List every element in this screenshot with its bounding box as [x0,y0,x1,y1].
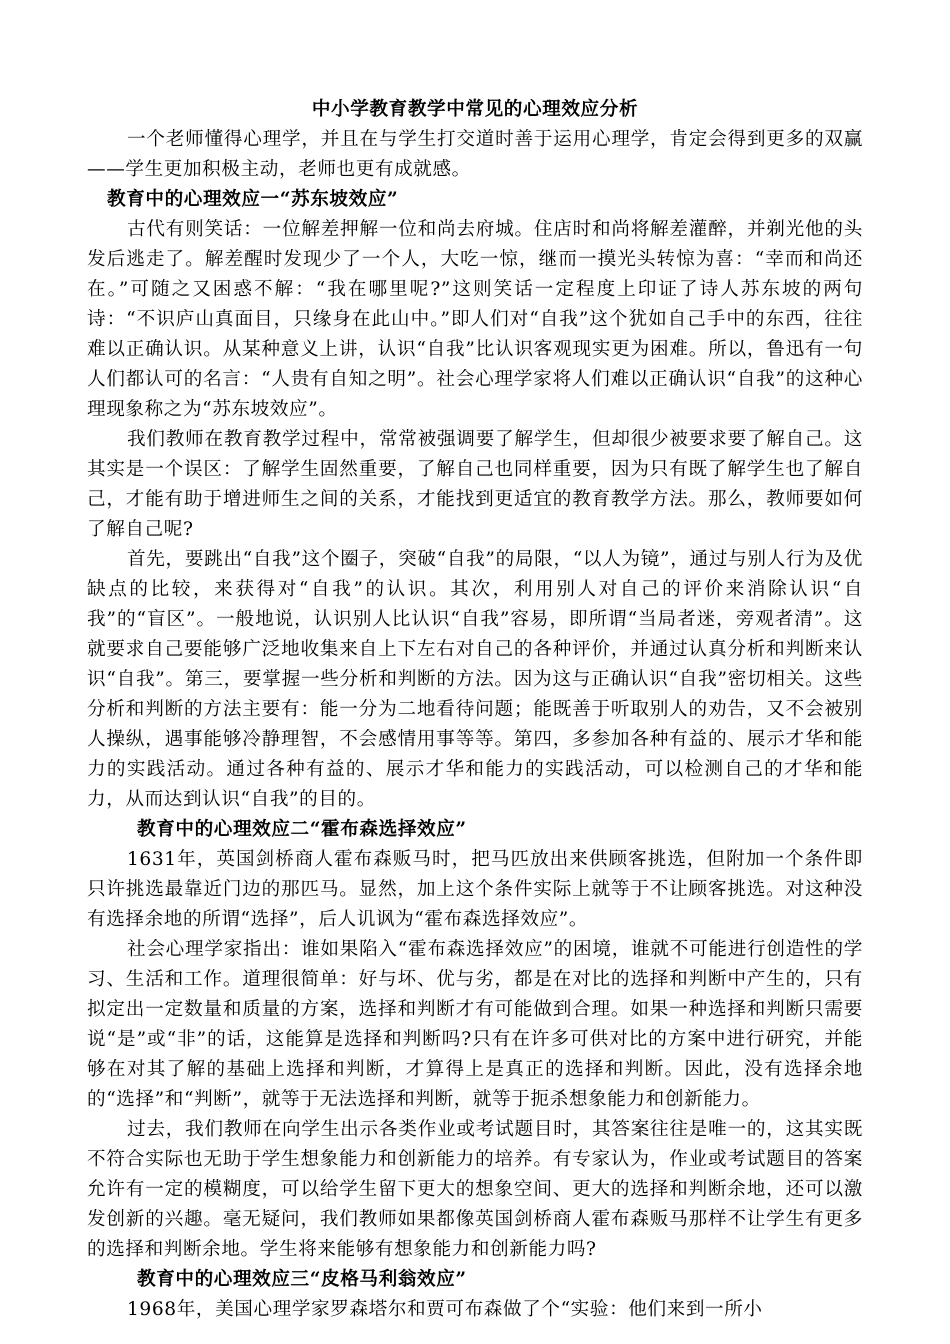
section-heading-3: 教育中的心理效应三“皮格马利翁效应” [137,1269,467,1290]
paragraph: 1631年，英国剑桥商人霍布森贩马时，把马匹放出来供顾客挑选，但附加一个条件即只许挑选最靠近门边的那匹马。显然，加上这个条件实际上就等于不让顾客挑选。对这种没有选择余地的所谓“选择”，后人讥讽为“霍布森选择效应”。 [87,849,863,930]
document-title: 中小学教育教学中常见的心理效应分析 [311,99,639,120]
paragraph: 我们教师在教育教学过程中，常常被强调要了解学生，但却很少被要求要了解自己。这其实是一个误区：了解学生固然重要，了解自己也同样重要，因为只有既了解学生也了解自己，才能有助于增进师生之间的关系，才能找到更适宜的教育教学方法。那么，教师要如何了解自己呢? [87,429,863,540]
paragraph: 首先，要跳出“自我”这个圈子，突破“自我”的局限，“以人为镜”，通过与别人行为及优缺点的比较，来获得对“自我”的认识。其次，利用别人对自己的评价来消除认识“自我”的“盲区”。一般地说，认识别人比认识“自我”容易，即所谓“当局者迷，旁观者清”。这就要求自己要能够广泛地收集来自上下左右对自己的各种评价，并通过认真分析和判断来认识“自我”。第三，要掌握一些分析和判断的方法。因为这与正确认识“自我”密切相关。这些分析和判断的方法主要有：能一分为二地看待问题；能既善于听取别人的劝告，又不会被别人操纵，遇事能够冷静理智，不会感情用事等等。第四，多参加各种有益的、展示才华和能力的实践活动。通过各种有益的、展示才华和能力的实践活动，可以检测自己的才华和能力，从而达到认识“自我”的目的。 [87,549,863,810]
paragraph: 1968年，美国心理学家罗森塔尔和贾可布森做了个“实验：他们来到一所小 [126,1299,763,1320]
section-heading-1: 教育中的心理效应一“苏东坡效应” [107,189,399,210]
section-heading-2: 教育中的心理效应二“霍布森选择效应” [137,819,467,840]
document-body [87,95,863,1325]
paragraph: 过去，我们教师在向学生出示各类作业或考试题目时，其答案往往是唯一的，这其实既不符合实际也无助于学生想象能力和创新能力的培养。有专家认为，作业或考试题目的答案允许有一定的模糊度，可以给学生留下更大的想象空间、更大的选择和判断余地，还可以激发创新的兴趣。毫无疑问，我们教师如果都像英国剑桥商人霍布森贩马那样不让学生有更多的选择和判断余地。学生将来能够有想象能力和创新能力吗? [87,1119,863,1260]
intro-paragraph: 一个老师懂得心理学，并且在与学生打交道时善于运用心理学，肯定会得到更多的双赢——学生更加积极主动，老师也更有成就感。 [87,129,863,180]
paragraph: 古代有则笑话：一位解差押解一位和尚去府城。住店时和尚将解差灌醉，并剃光他的头发后逃走了。解差醒时发现少了一个人，大吃一惊，继而一摸光头转惊为喜：“幸而和尚还在。”可随之又困惑不解：“我在哪里呢?”这则笑话一定程度上印证了诗人苏东坡的两句诗：“不识庐山真面目，只缘身在此山中。”即人们对“自我”这个犹如自己手中的东西，往往难以正确认识。从某种意义上讲，认识“自我”比认识客观现实更为困难。所以，鲁迅有一句人们都认可的名言：“人贵有自知之明”。社会心理学家将人们难以正确认识“自我”的这种心理现象称之为“苏东坡效应”。 [87,219,863,420]
paragraph: 社会心理学家指出：谁如果陷入“霍布森选择效应”的困境，谁就不可能进行创造性的学习、生活和工作。道理很简单：好与坏、优与劣，都是在对比的选择和判断中产生的，只有拟定出一定数量和质量的方案，选择和判断才有可能做到合理。如果一种选择和判断只需要说“是”或“非”的话，这能算是选择和判断吗?只有在许多可供对比的方案中进行研究，并能够在对其了解的基础上选择和判断，才算得上是真正的选择和判断。因此，没有选择余地的“选择”和“判断”，就等于无法选择和判断，就等于扼杀想象能力和创新能力。 [87,939,863,1110]
